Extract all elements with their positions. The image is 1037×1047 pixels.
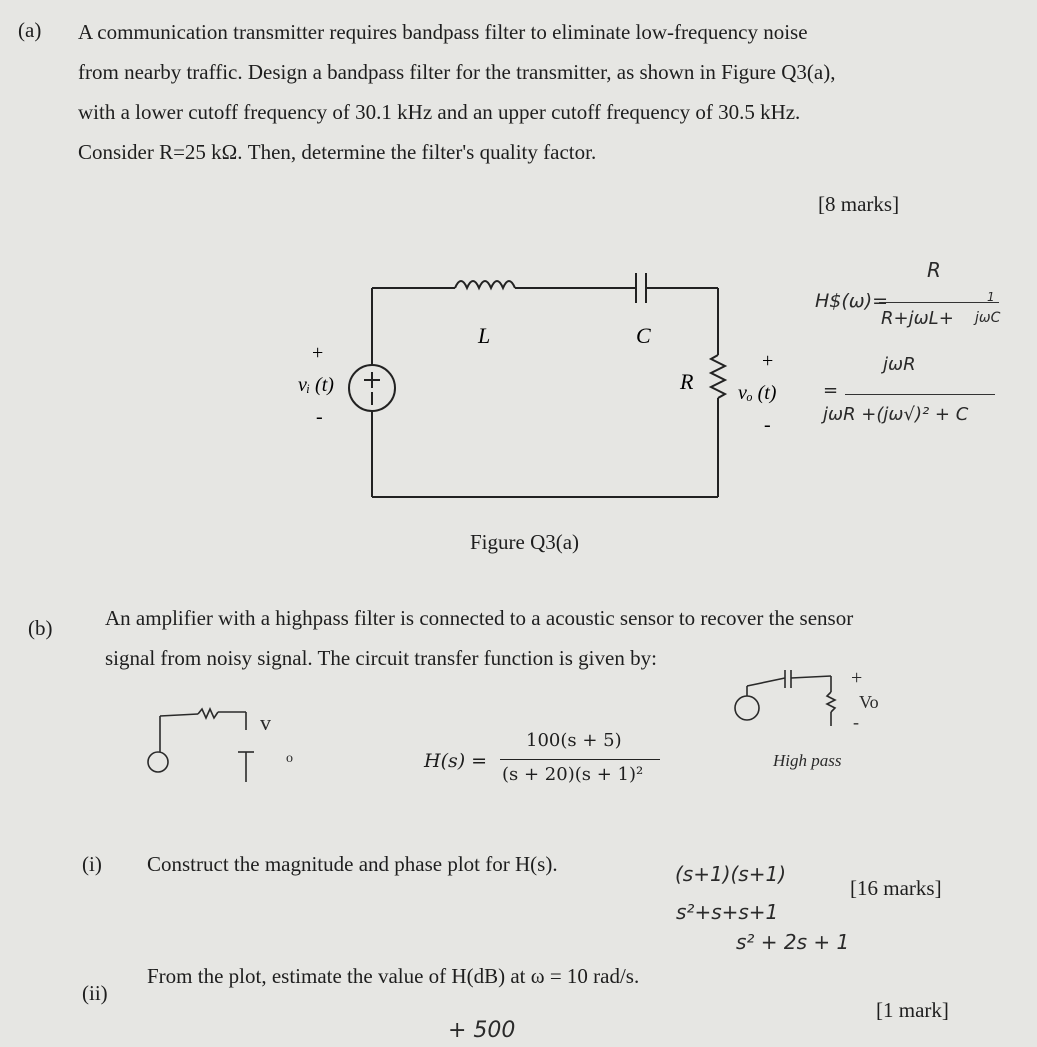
vi-plus: + [312,342,324,364]
hand-right-vo: Vo [859,692,879,712]
hand-left-zero: o [286,751,293,766]
hand-a-fracline-2 [845,394,995,395]
vo-label: vₒ (t) [738,382,777,404]
resistor-symbol [711,355,725,398]
sub-ii-text: From the plot, estimate the value of H(dB) at ω = 10 rad/s. [147,964,640,988]
hand-bottom-scrawl: + 500 [448,1018,516,1043]
tf-lhs: H(s) = [424,750,488,772]
part-a-line-3: with a lower cutoff frequency of 30.1 kHz and an upper cutoff frequency of 30.5 kHz. [78,100,801,124]
hand-left-v: v [260,710,271,735]
part-a-text [78,12,1008,172]
hand-a-den: R+jωL+ [881,308,954,329]
hand-a-den-frac-den: jωC [975,310,1001,326]
hand-work-3: s² + 2s + 1 [736,930,850,954]
sub-i-text: Construct the magnitude and phase plot for H(s). [147,852,558,876]
hand-sketch-right [725,660,915,780]
hand-right-plus: + [851,667,863,689]
circuit-figure [280,255,780,515]
vo-minus: - [764,414,771,436]
figure-caption: Figure Q3(a) [470,530,580,554]
vo-plus: + [762,350,774,372]
capacitor-label: C [636,323,651,348]
part-a-line-2: from nearby traffic. Design a bandpass filter for the transmitter, as shown in Figure Q3(a), [78,60,836,84]
hand-work-1: (s+1)(s+1) [675,862,787,886]
hand-a-num2: jωR [883,354,916,375]
hand-a-num: R [927,258,941,282]
part-b-label: (b) [28,616,53,640]
part-a-line-4: Consider R=25 kΩ. Then, determine the filter's quality factor. [78,140,597,164]
inductor-label: L [478,323,491,348]
part-b-line-1: An amplifier with a highpass filter is connected to a acoustic sensor to recover the sensor [105,606,854,630]
inductor-symbol [455,281,515,288]
tf-fraction-bar [500,759,660,760]
part-b-line-2: signal from noisy signal. The circuit transfer function is given by: [105,646,657,670]
sub-i-label: (i) [82,852,102,876]
hand-sketch-left [140,700,300,790]
tf-numerator: 100(s + 5) [526,730,622,751]
part-a-marks: [8 marks] [818,192,900,216]
vi-label: vᵢ (t) [298,374,334,396]
hand-a-fracline-1 [879,302,999,303]
vi-minus: - [316,406,323,428]
hand-a-den-frac-num: 1 [987,290,995,304]
resistor-label: R [680,369,694,394]
hand-a-den2: jωR +(jω√)² + C [823,404,969,425]
sub-ii-marks: [1 mark] [876,998,949,1022]
hand-a-lhs: H$(ω)= [815,290,889,312]
hand-right-note: High pass [773,751,842,770]
transfer-function [424,726,664,796]
hand-a-eq: = [823,380,839,401]
part-a-line-1: A communication transmitter requires bandpass filter to eliminate low-frequency noise [78,20,808,44]
hand-right-minus: - [853,712,859,732]
hand-a-block [815,258,1030,458]
sub-ii-label: (ii) [82,981,108,1005]
sub-i-marks: [16 marks] [850,876,942,900]
hand-work-2: s²+s+s+1 [676,900,779,924]
part-a-label: (a) [18,18,42,42]
tf-denominator: (s + 20)(s + 1)² [502,764,644,785]
